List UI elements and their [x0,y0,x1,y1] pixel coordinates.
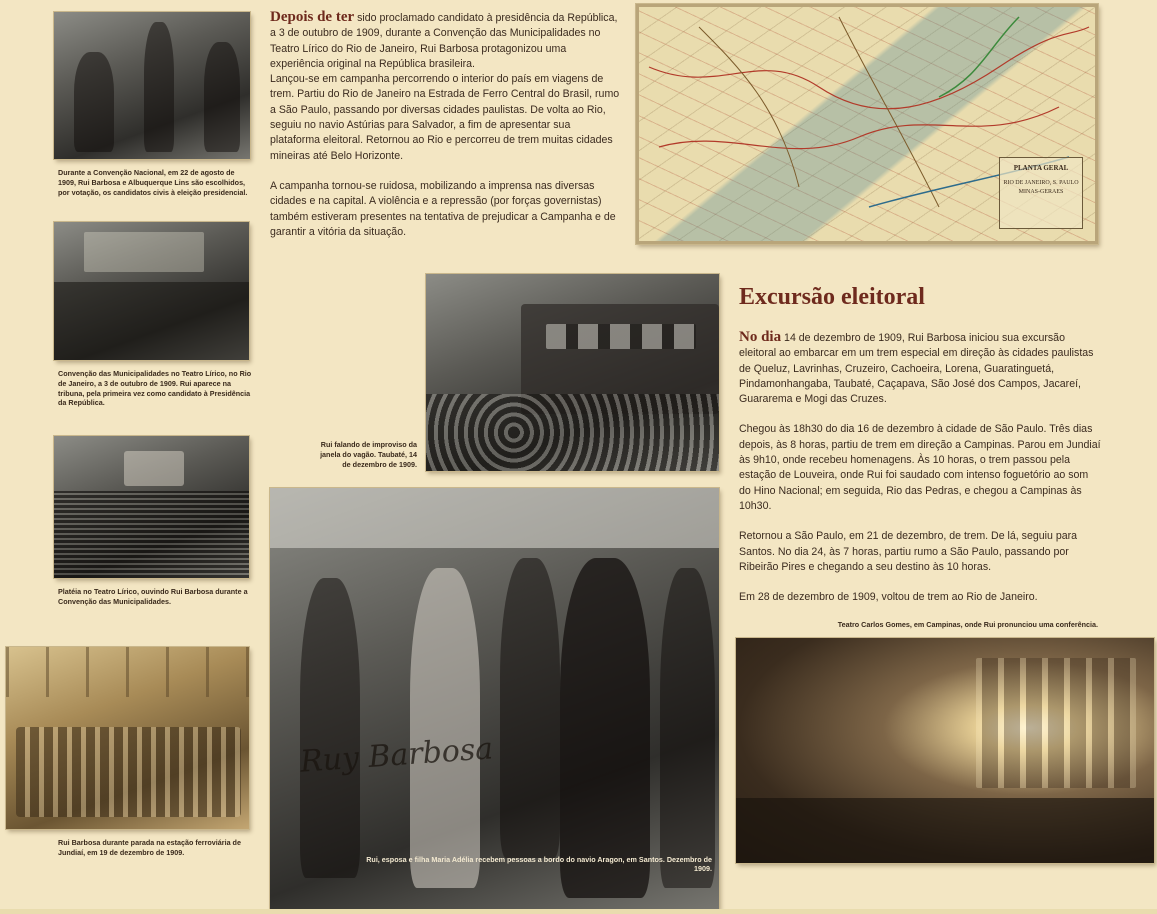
map-title: PLANTA GERAL [1013,164,1069,172]
excursao-text [739,330,1101,605]
intro-paragraph-1: sido proclamado candidato à presidência da República, a 3 de outubro de 1909, durante a Convenção das Municipalidades no Teatro Lírico do Rio de Janeiro, Rui Barbosa protagonizou uma experiência original na República brasileira. [270,12,618,70]
intro-lead: Depois de ter [270,9,355,25]
photo-trem-taubate [426,274,719,471]
excursao-paragraph-1: 14 de dezembro de 1909, Rui Barbosa iniciou sua excursão eleitoral ao embarcar em um trem especial em direção às cidades paulistas de Queluz, Lavrinhas, Cruzeiro, Cachoeira, Lorena, Guaratinguetá, Pindamonhangaba, Taubaté, Caçapava, São José dos Campos, Jacareí, Guararema e Mogi das Cruzes. [739,332,1094,406]
excursao-paragraph-4: Em 28 de dezembro de 1909, voltou de trem ao Rio de Janeiro. [739,591,1038,604]
signature: Ruy Barbosa [299,731,495,780]
intro-paragraph-3: A campanha tornou-se ruidosa, mobilizando a imprensa nas diversas cidades e na capital. A violência e a repressão (por forças governistas) também estiveram presentes na tentativa de prejudicar a Campanha e de garantir a vitória da situação. [270,179,616,238]
caption-ship: Rui, esposa e filha Maria Adélia recebem pessoas a bordo do navio Aragon, em Santos. Dezembro de 1909. [366,855,712,873]
map-subtitle: RIO DE JANEIRO, S. PAULO [1003,180,1079,186]
caption-train: Rui falando de improviso da janela do vagão. Taubaté, 14 de dezembro de 1909. [320,440,417,469]
caption-theatre: Teatro Carlos Gomes, em Campinas, onde Rui pronunciou uma conferência. [837,620,1098,629]
section-heading: Excursão eleitoral [739,284,925,310]
caption-photo1: Durante a Convenção Nacional, em 22 de agosto de 1909, Rui Barbosa e Albuquerque Lins são escolhidos, por votação, os candidatos civis à eleição presidencial. [58,168,248,197]
photo-convencao-nacional [54,12,250,159]
photo-teatro-carlos-gomes [736,638,1154,863]
excursao-paragraph-3: Retornou a São Paulo, em 21 de dezembro, de trem. De lá, seguiu para Santos. No dia 24, às 7 horas, partiu rumo a São Paulo, passando por Ribeirão Pires e chegando a seu destino às 10 horas. [739,530,1078,573]
photo-convencao-municipalidades [54,222,249,360]
caption-photo4: Rui Barbosa durante parada na estação ferroviária de Jundiaí, em 19 de dezembro de 1909. [58,838,241,857]
intro-paragraph-2: Lançou-se em campanha percorrendo o interior do país em viagens de trem. Partiu do Rio de Janeiro na Estrada de Ferro Central do Brasil, rumo a São Paulo, passando por diversas cidades paulistas. De volta ao Rio, seguiu no navio Astúrias para Salvador, a fim de apresentar sua plataforma eleitoral. Retornou ao Rio e percorreu de trem muitas cidades mineiras até Belo Horizonte. [270,73,620,162]
photo-estacao-jundiai [6,647,249,829]
map-subtitle-2: MINAS-GERAES [1018,189,1064,195]
caption-photo2: Convenção das Municipalidades no Teatro Lírico, no Rio de Janeiro, a 3 de outubro de 1909. Rui aparece na tribuna, pela primeira vez como candidato à Presidência da República. [58,369,252,408]
railway-map [636,4,1098,244]
photo-navio-aragon [270,488,719,909]
excursao-paragraph-2: Chegou às 18h30 do dia 16 de dezembro à cidade de São Paulo. Três dias depois, às 8 horas, partiu de trem em direção a Campinas. Parou em Jundiaí às 9h10, onde recebeu homenagens. Às 10 horas, o trem passou pela estação de Louveira, onde Rui foi saudado com intenso foguetório ao som do Hino Nacional; em seguida, Rio das Pedras, e chegou a Campinas às 10h30. [739,423,1101,512]
map-title-box [999,157,1083,229]
excursao-lead: No dia [739,329,782,345]
intro-text [270,10,620,240]
photo-plateia-teatro-lirico [54,436,249,578]
caption-photo3: Platéia no Teatro Lírico, ouvindo Rui Barbosa durante a Convenção das Municipalidades. [58,587,248,606]
bottom-strip [0,909,1157,914]
